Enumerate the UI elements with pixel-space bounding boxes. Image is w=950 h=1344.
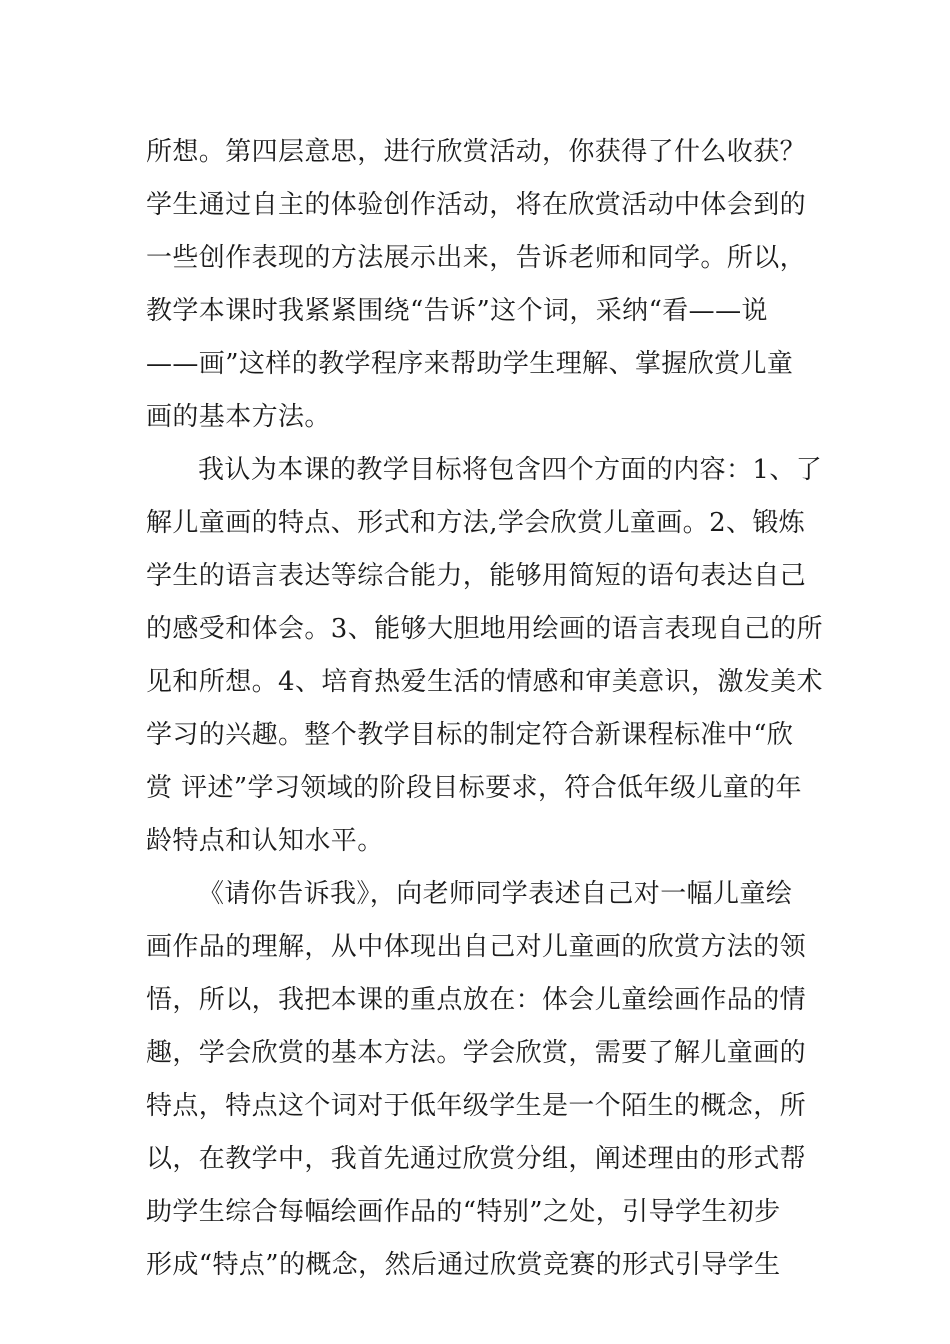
text-line: 以，在教学中，我首先通过欣赏分组，阐述理由的形式帮 bbox=[146, 1144, 807, 1174]
text-line: 趣，学会欣赏的基本方法。学会欣赏，需要了解儿童画的 bbox=[146, 1038, 807, 1068]
text-line: 所想。第四层意思，进行欣赏活动，你获得了什么收获？ bbox=[146, 137, 807, 167]
text-line: 龄特点和认知水平。 bbox=[146, 826, 384, 856]
text-line: 悟，所以，我把本课的重点放在：体会儿童绘画作品的情 bbox=[146, 985, 807, 1015]
text-line: 形成“特点”的概念，然后通过欣赏竞赛的形式引导学生 bbox=[146, 1250, 781, 1280]
text-line: 解儿童画的特点、形式和方法,学会欣赏儿童画。2、锻炼 bbox=[146, 508, 806, 538]
text-line: 的感受和体会。3、能够大胆地用绘画的语言表现自己的所 bbox=[146, 614, 823, 644]
paragraph-start-line: 《请你告诉我》，向老师同学表述自己对一幅儿童绘 bbox=[198, 879, 793, 909]
text-line: 赏 评述”学习领域的阶段目标要求，符合低年级儿童的年 bbox=[146, 773, 802, 803]
text-line: 助学生综合每幅绘画作品的“特别”之处，引导学生初步 bbox=[146, 1197, 781, 1227]
text-line: 特点，特点这个词对于低年级学生是一个陌生的概念，所 bbox=[146, 1091, 807, 1121]
paragraph-start-line: 我认为本课的教学目标将包含四个方面的内容：1、了 bbox=[198, 455, 823, 485]
text-line: 学习的兴趣。整个教学目标的制定符合新课程标准中“欣 bbox=[146, 720, 794, 750]
text-line: 教学本课时我紧紧围绕“告诉”这个词，采纳“看——说 bbox=[146, 296, 768, 326]
text-line: 见和所想。4、培育热爱生活的情感和审美意识，激发美术 bbox=[146, 667, 823, 697]
text-line: 学生通过自主的体验创作活动，将在欣赏活动中体会到的 bbox=[146, 190, 807, 220]
text-line: ——画”这样的教学程序来帮助学生理解、掌握欣赏儿童 bbox=[146, 349, 794, 379]
text-line: 画作品的理解，从中体现出自己对儿童画的欣赏方法的领 bbox=[146, 932, 807, 962]
text-line: 画的基本方法。 bbox=[146, 402, 331, 432]
text-line: 一些创作表现的方法展示出来，告诉老师和同学。所以， bbox=[146, 243, 807, 273]
text-line: 学生的语言表达等综合能力，能够用简短的语句表达自己 bbox=[146, 561, 807, 591]
body-text bbox=[146, 126, 823, 1292]
